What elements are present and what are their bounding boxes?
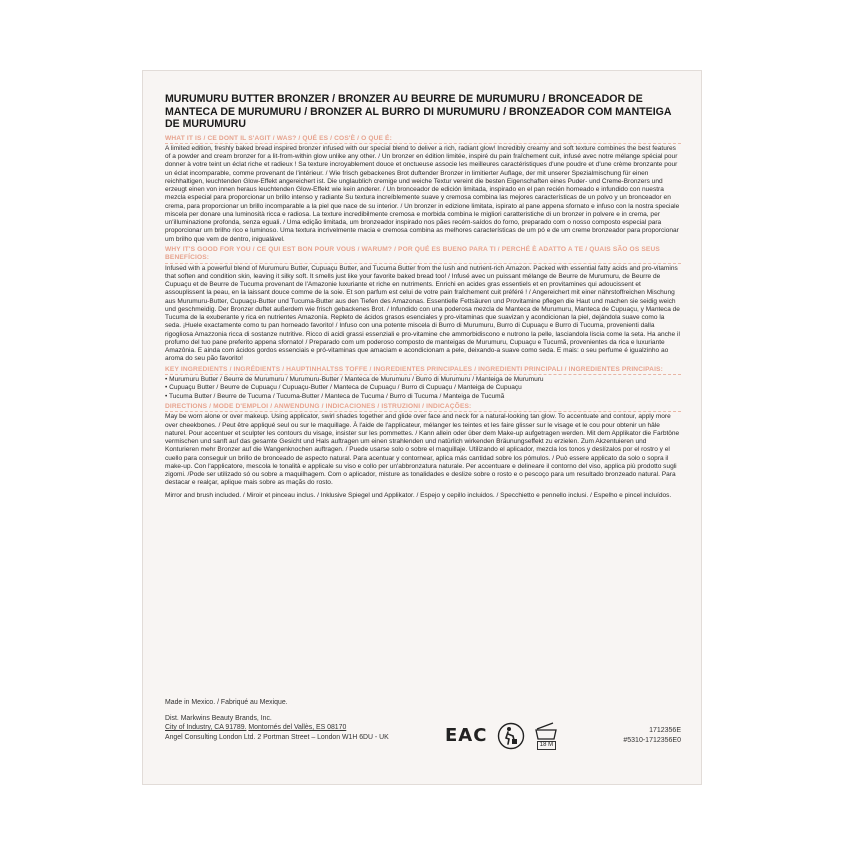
ingredients-list: [165, 376, 681, 401]
jar-icon: [533, 722, 559, 740]
ingredient-item: • Murumuru Butter / Beurre de Murumuru / Murumuru-Butter / Manteca de Murumuru / Burro di Murumuru / Manteiga de Murumuru: [165, 376, 681, 384]
why-good-heading: WHY IT'S GOOD FOR YOU / CE QUI EST BON POUR VOUS / WARUM? / POR QUÉ ES BUENO PARA TI / PERCHÉ È ADATTO A TE / QUAIS SÃO OS SEUS BENEFÍCIOS:: [165, 246, 681, 264]
open-jar-pao-icon: [533, 722, 559, 750]
footer: [165, 698, 685, 742]
directions-body: May be worn alone or over makeup. Using applicator, swirl shades together and glide over face and neck for a natural-looking tan glow. To accentuate and contour, apply more over cheekbones. / Peut être appliqué seul ou sur le maquillage. À l'aide de l'applicateur, mélanger les teintes et les faire glisser sur le visage et le cou pour obtenir un hâle naturel. Pour accentuer et sculpter les contours du visage, insister sur les pommettes. / Kann allein oder über dem Make-up aufgetragen werden. Mit dem Applikator die Farbtöne vermischen und sanft auf das gesamte Gesicht und Hals auftragen um einen strahlenden und natürlich wirkenden Bräunungseffekt zu erzielen. Zum Akzentuieren und Konturieren mehr Bronzer auf die Wangenknochen auftragen. / Puede usarse solo o sobre el maquillaje. Utilizando el aplicador, mezcla los tonos y deslízalos por el rostro y el cuello para conseguir un brillo de bronceado de aspecto natural. Para acentuar y contornear, aplica más cantidad sobre los pómulos. / Può essere applicato da solo o sopra il make-up. Con l'applicatore, mescola le tonalità e applicale su viso e collo per un'abbronzatura naturale. Per accentuare e delineare il contorno del viso, applica più prodotto sugli zigomi. /Pode ser utilizado só ou sobre a maquilhagem. Com o aplicador, misture as tonalidades e deslize sobre o rosto e o pescoço para um resultado bronzeado natural. Para destacar e realçar, aplique mais sobre as maçãs do rosto.: [165, 413, 680, 487]
address-us: City of Industry, CA 91789.: [165, 724, 247, 732]
eac-mark-icon: EAC: [445, 725, 488, 746]
what-it-is-body: A limited edition, freshly baked bread inspired bronzer infused with our special blend to deliver a rich, radiant glow! Incredibly creamy and soft texture combines the best features of a powder and cream bronzer for a lit-from-within glow unlike any other. / Un bronzer en édition limitée, inspiré du pain fraîchement cuit, infusé avec notre mélange spécial pour donner à votre teint un éclat riche et radieux ! Sa texture incroyablement douce et onctueuse associe les meilleures caractéristiques d'une poudre et d'une crème bronzante pour un éclat incomparable, comme provenant de l'intérieur. / Wie frisch gebackenes Brot duftender Bronzer in limitierter Auflage, der mit unserer Spezialmischung für einen reichhaltigen, leuchtenden Glow-Effekt angereichert ist. Die unglaublich cremige und weiche Textur vereint die besten Eigenschaften eines Puder- und Creme-Bronzers und erzeugt einen von innen heraus leuchtenden Glow-Effekt wie kein anderer. / Un bronceador de edición limitada, inspirado en el pan recién horneado e infundido con nuestra mezcla especial para proporcionar un brillo intenso y radiante Su textura increíblemente suave y cremosa combina las mejores características de un polvo y un bronceador en crema, para proporcionar un brillo incomparable a la piel que nace de su interior. / Un bronzer in edizione limitata, ispirato al pane appena sfornato e infuso con la nostra speciale miscela per donare una luminosità ricca e radiosa. La texture incredibilmente cremosa e morbida combina le migliori caratteristiche di un bronzer in polvere e in crema, per un'illuminazione profonda, senza eguali. / Uma edição limitada, um bronzeador inspirado nos pães recém-saídos do forno, preparado com o nosso composto especial para proporcionar um brilho rico e luminoso. Uma textura incrivelmente macia e cremosa combina as melhores características de um pó e de um creme bronzeador para proporcionar um brilho que vem de dentro, inigualável.: [165, 144, 680, 243]
sku-code: #5310-1712356E0: [623, 737, 681, 744]
included-note: Mirror and brush included. / Miroir et pinceau inclus. / Inklusive Spiegel und Applikator. / Espejo y cepillo incluidos. / Specchietto e pennello inclusi. / Espelho e pincel incluídos.: [165, 491, 672, 499]
made-in: Made in Mexico. / Fabriqué au Mexique.: [165, 699, 288, 706]
why-good-body: Infused with a powerful blend of Murumuru Butter, Cupuaçu Butter, and Tucuma Butter from the lush and nutrient-rich Amazon. Packed with essential fatty acids and pro-vitamins that soften and condition skin, leaving it silky soft. It smells just like your favorite baked bread too! / Infusé avec un puissant mélange de Beurre de Murumuru, de Beurre de Cupuaçu et de Beurre de Tucuma provenant de l'Amazonie luxuriante et riche en nutriments. Enrichi en acides gras essentiels et en provitamines qui adoucissent et assouplissent la peau, en la laissant douce comme de la soie. Et son parfum est celui de votre pain fraîchement cuit préféré ! / Angereichert mit einer nährstoffreichen Mischung aus Murumuru-Butter, Cupuaçu-Butter und Tucuma-Butter aus den Tiefen des Amazonas. Essentielle Fettsäuren und Provitamine pflegen die Haut und machen sie seidig weich und geschmeidig. Der Bronzer duftet außerdem wie frisch gebackenes Brot. / Infundido con una poderosa mezcla de Manteca de Murumuru, Manteca de Cupuaçu, y Manteca de Tucuma de la exuberante y rica en nutrientes Amazonía. Repleto de ácidos grasos esenciales y pro-vitaminas que suavizan y acondicionan la piel, dejándola suave como la seda. ¡Huele exactamente como tu pan horneado favorito! / Infuso con una potente miscela di Burro di Murumuru, Burro di Cupuaçu e Burro di Tucuma, provenienti dalla rigogliosa Amazzonia ricca di sostanze nutritive. Ricco di acidi grassi essenziali e pro-vitamine che ammorbidiscono e nutrono la pelle, lasciandola liscia come la seta. Ha anche il profumo del tuo pane preferito appena sfornato! / Preparado com um poderoso composto de manteigas de Murumuru, Cupuaçu e Tucumã, provenientes da rica e luxuriante Amazônia. E ainda com ácidos gordos essenciais e pró-vitaminas que amaciam e acondicionam a pele, deixando-a suave como seda. E mais: o seu perfume é igualzinho ao aroma do seu pão favorito!: [165, 264, 680, 363]
compliance-symbols: [443, 714, 559, 758]
pao-label: 18 M: [537, 741, 556, 750]
tidyman-recycle-icon: [497, 722, 525, 750]
product-label-panel: [142, 70, 702, 785]
ingredient-item: • Tucuma Butter / Beurre de Tucuma / Tucuma-Butter / Manteca de Tucuma / Burro di Tucuma / Manteiga de Tucumã: [165, 393, 681, 401]
address-uk: Angel Consulting London Ltd. 2 Portman Street – London W1H 6DU - UK: [165, 733, 389, 741]
key-ingredients-heading: KEY INGREDIENTS / INGRÉDIENTS / HAUPTINHALTSS TOFFE / INGREDIENTES PRINCIPALES / INGREDIENTI PRINCIPALI / INGREDIENTES PRINCIPAIS:: [165, 366, 681, 375]
product-codes: [623, 726, 681, 746]
distributor: Dist. Markwins Beauty Brands, Inc.: [165, 714, 272, 722]
what-it-is-heading: WHAT IT IS / CE DONT IL S'AGIT / WAS? / QUÉ ES / COS'È / O QUE É:: [165, 135, 681, 144]
product-title: MURUMURU BUTTER BRONZER / BRONZER AU BEURRE DE MURUMURU / BRONCEADOR DE MANTECA DE MURUMURU / BRONZER AL BURRO DI MURUMURU / BRONZEADOR COM MANTEIGA DE MURUMURU: [165, 93, 672, 130]
batch-code: 1712356E: [649, 727, 681, 734]
distributor-address: [165, 723, 685, 733]
address-es: Montornés del Vallès, ES 08170: [248, 724, 347, 732]
directions-heading: DIRECTIONS / MODE D'EMPLOI / ANWENDUNG / INDICACIONES / ISTRUZIONI / INDICAÇÕES:: [165, 403, 681, 412]
ingredient-item: • Cupuaçu Butter / Beurre de Cupuaçu / Cupuaçu-Butter / Manteca de Cupuaçu / Burro di Cupuaçu / Manteiga de Cupuaçu: [165, 384, 681, 392]
